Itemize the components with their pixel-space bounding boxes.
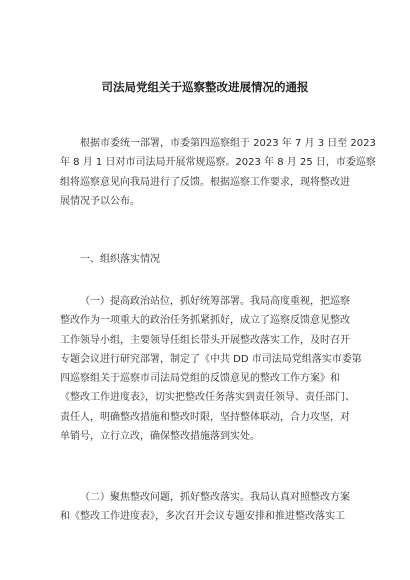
section-heading [60,250,360,269]
paragraph-line: 《整改工作进度表》，切实把整改任务落实到责任领导、责任部门、 [60,392,355,404]
section-heading-text: 一、组织落实情况 [80,254,160,265]
paragraph-line: 责任人，明确整改措施和整改时限，坚持整体联动，合力攻坚，对 [60,411,350,423]
paragraph-line: 根据市委统一部署，市委第四巡察组于 2023 年 7 月 3 日至 2023 [80,138,376,149]
paragraph-2 [60,488,360,527]
paragraph-line: 组将巡察意见向我局进行了反馈。根据巡察工作要求，现将整改进 [60,176,350,188]
paragraph-line: （一）提高政治站位，抓好统筹部署。我局高度重视，把巡察 [80,296,350,307]
paragraph-line: 和《整改工作进度表》，多次召开会议专题安排和推进整改落实工 [60,511,345,523]
paragraph-line: 工作领导小组，主要领导任组长带头开展整改落实工作，及时召开 [60,334,350,346]
paragraph-line: （二）聚焦整改问题，抓好整改落实。我局认真对照整改方案 [80,492,350,503]
paragraph-line: 四巡察组关于巡察市司法局党组的反馈意见的整改工作方案》和 [60,373,340,385]
paragraph-1 [60,292,360,446]
paragraph-line: 整改作为一项重大的政治任务抓紧抓好，成立了巡察反馈意见整改 [60,315,350,327]
document-title: 司法局党组关于巡察整改进展情况的通报 [101,80,309,94]
paragraph-line: 展情况予以公布。 [60,195,140,207]
paragraph-line: 单销号，立行立改，确保整改措施落到实处。 [60,431,260,443]
intro-paragraph [60,134,376,211]
paragraph-line: 专题会议进行研究部署，制定了《中共 DD 市司法局党组落实市委第 [60,353,362,365]
paragraph-line: 年 8 月 1 日对市司法局开展常规巡察。2023 年 8 月 25 日，市委巡察 [60,157,376,169]
